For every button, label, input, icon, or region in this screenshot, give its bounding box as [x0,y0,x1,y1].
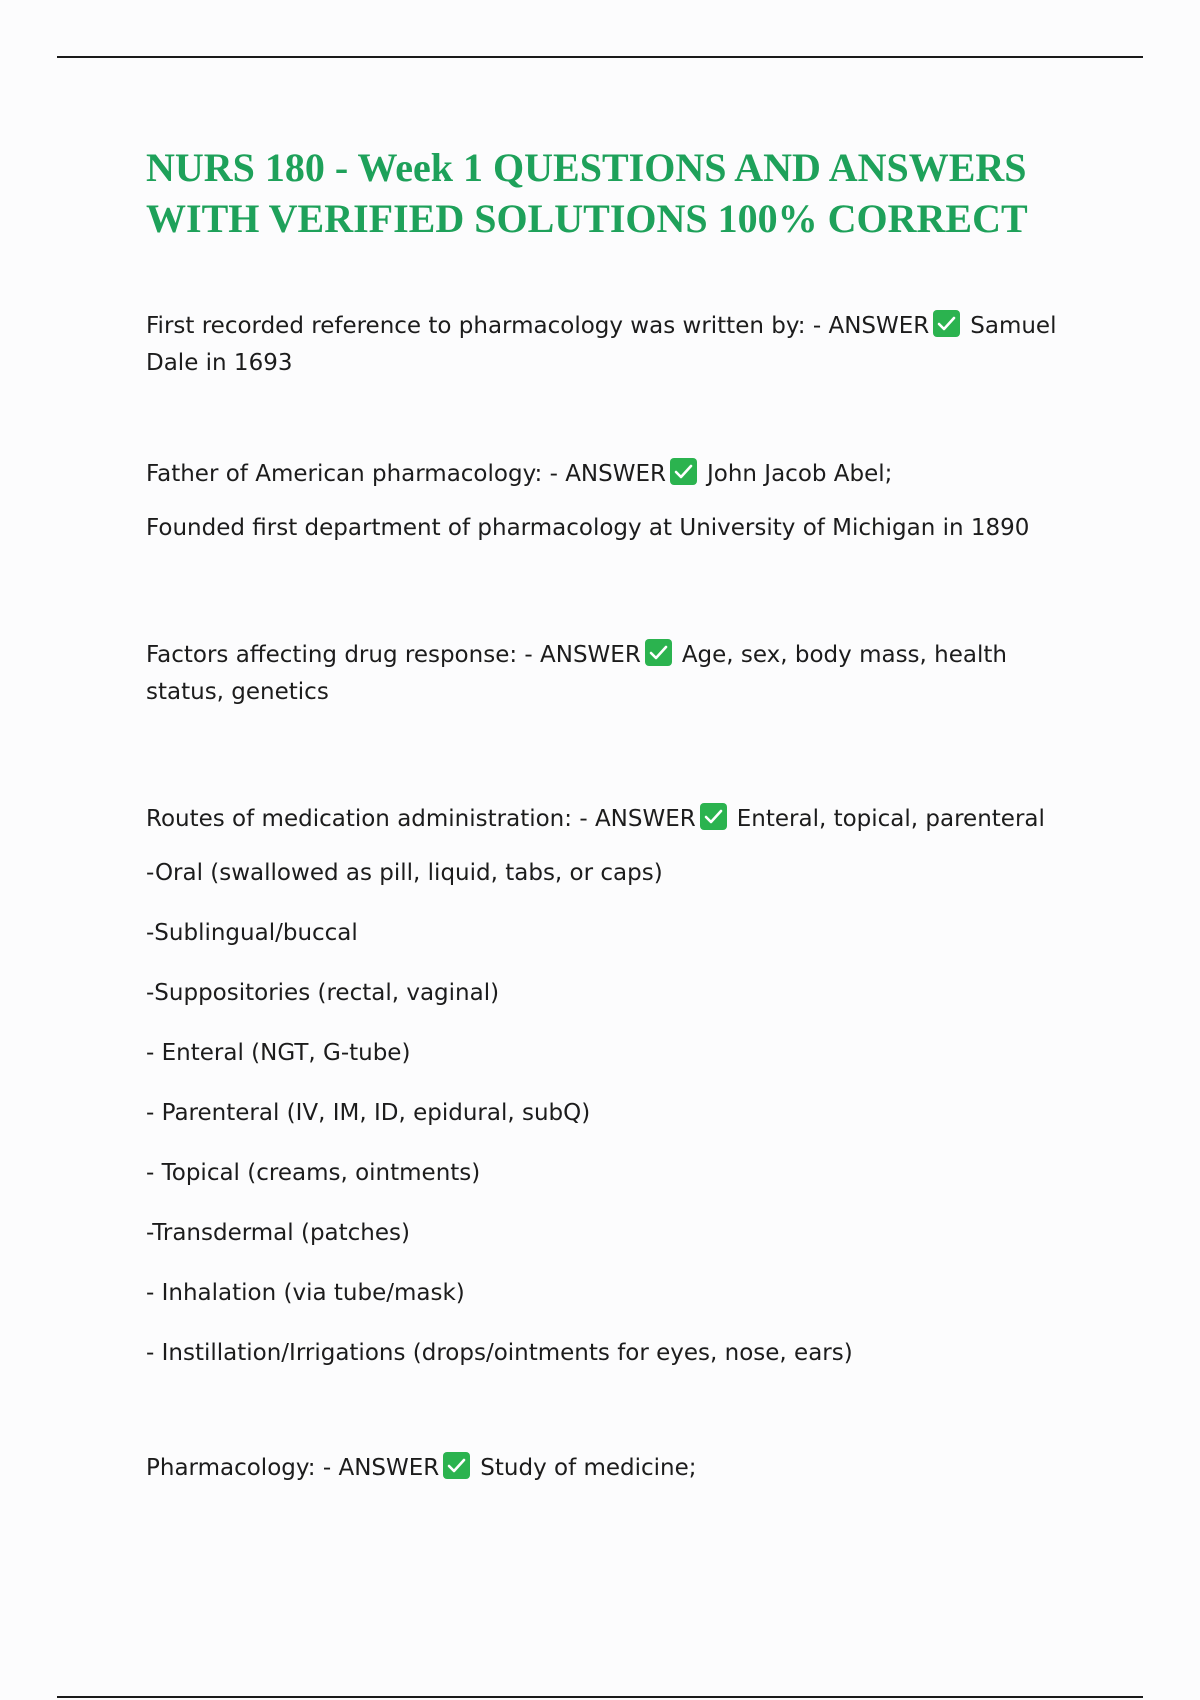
answer-text: Samuel Dale in 1693 [146,313,1057,376]
answer-marker: - ANSWER [812,313,930,339]
answer-marker: - ANSWER [322,1455,440,1481]
check-mark-icon [645,639,672,666]
top-divider [57,56,1143,58]
question-text: Routes of medication administration: [146,806,573,832]
bottom-divider [57,1696,1143,1698]
answer-detail: Founded first department of pharmacology at University of Michigan in 1890 [146,515,1030,541]
qa-question-line [146,456,1086,493]
question-text: First recorded reference to pharmacology was written by: [146,313,806,339]
qa-item [146,801,1086,1372]
question-text: Pharmacology: [146,1455,316,1481]
answer-text: Age, sex, body mass, health status, genetics [146,642,1007,705]
check-mark-icon [443,1452,470,1479]
qa-item [146,308,1086,382]
qa-question-line [146,637,1086,711]
answer-detail: - Parenteral (IV, IM, ID, epidural, subQ) [146,1100,591,1126]
document-title: NURS 180 - Week 1 QUESTIONS AND ANSWERS WITH VERIFIED SOLUTIONS 100% CORRECT [146,145,1028,241]
answer-marker: - ANSWER [579,806,696,832]
answer-detail: -Oral (swallowed as pill, liquid, tabs, or caps) [146,860,663,886]
check-mark-icon [700,803,727,830]
answer-marker: - ANSWER [549,461,666,487]
qa-list [146,308,1086,1487]
answer-detail: -Sublingual/buccal [146,920,358,946]
answer-detail: - Enteral (NGT, G-tube) [146,1040,411,1066]
check-mark-icon [670,458,697,485]
answer-marker: - ANSWER [524,642,641,668]
answer-text: Study of medicine; [480,1455,697,1481]
answer-detail: - Instillation/Irrigations (drops/ointments for eyes, nose, ears) [146,1340,853,1366]
answer-detail: - Inhalation (via tube/mask) [146,1280,465,1306]
qa-item [146,637,1086,711]
answer-detail: -Suppositories (rectal, vaginal) [146,980,500,1006]
answer-text: John Jacob Abel; [706,461,893,487]
qa-question-line [146,801,1086,838]
qa-item [146,456,1086,547]
check-mark-icon [933,310,960,337]
qa-question-line [146,1450,1086,1487]
answer-detail: - Topical (creams, ointments) [146,1160,481,1186]
qa-question-line [146,308,1086,382]
question-text: Father of American pharmacology: [146,461,543,487]
answer-text: Enteral, topical, parenteral [736,806,1045,832]
qa-item [146,1450,1086,1487]
question-text: Factors affecting drug response: [146,642,518,668]
answer-detail: -Transdermal (patches) [146,1220,410,1246]
